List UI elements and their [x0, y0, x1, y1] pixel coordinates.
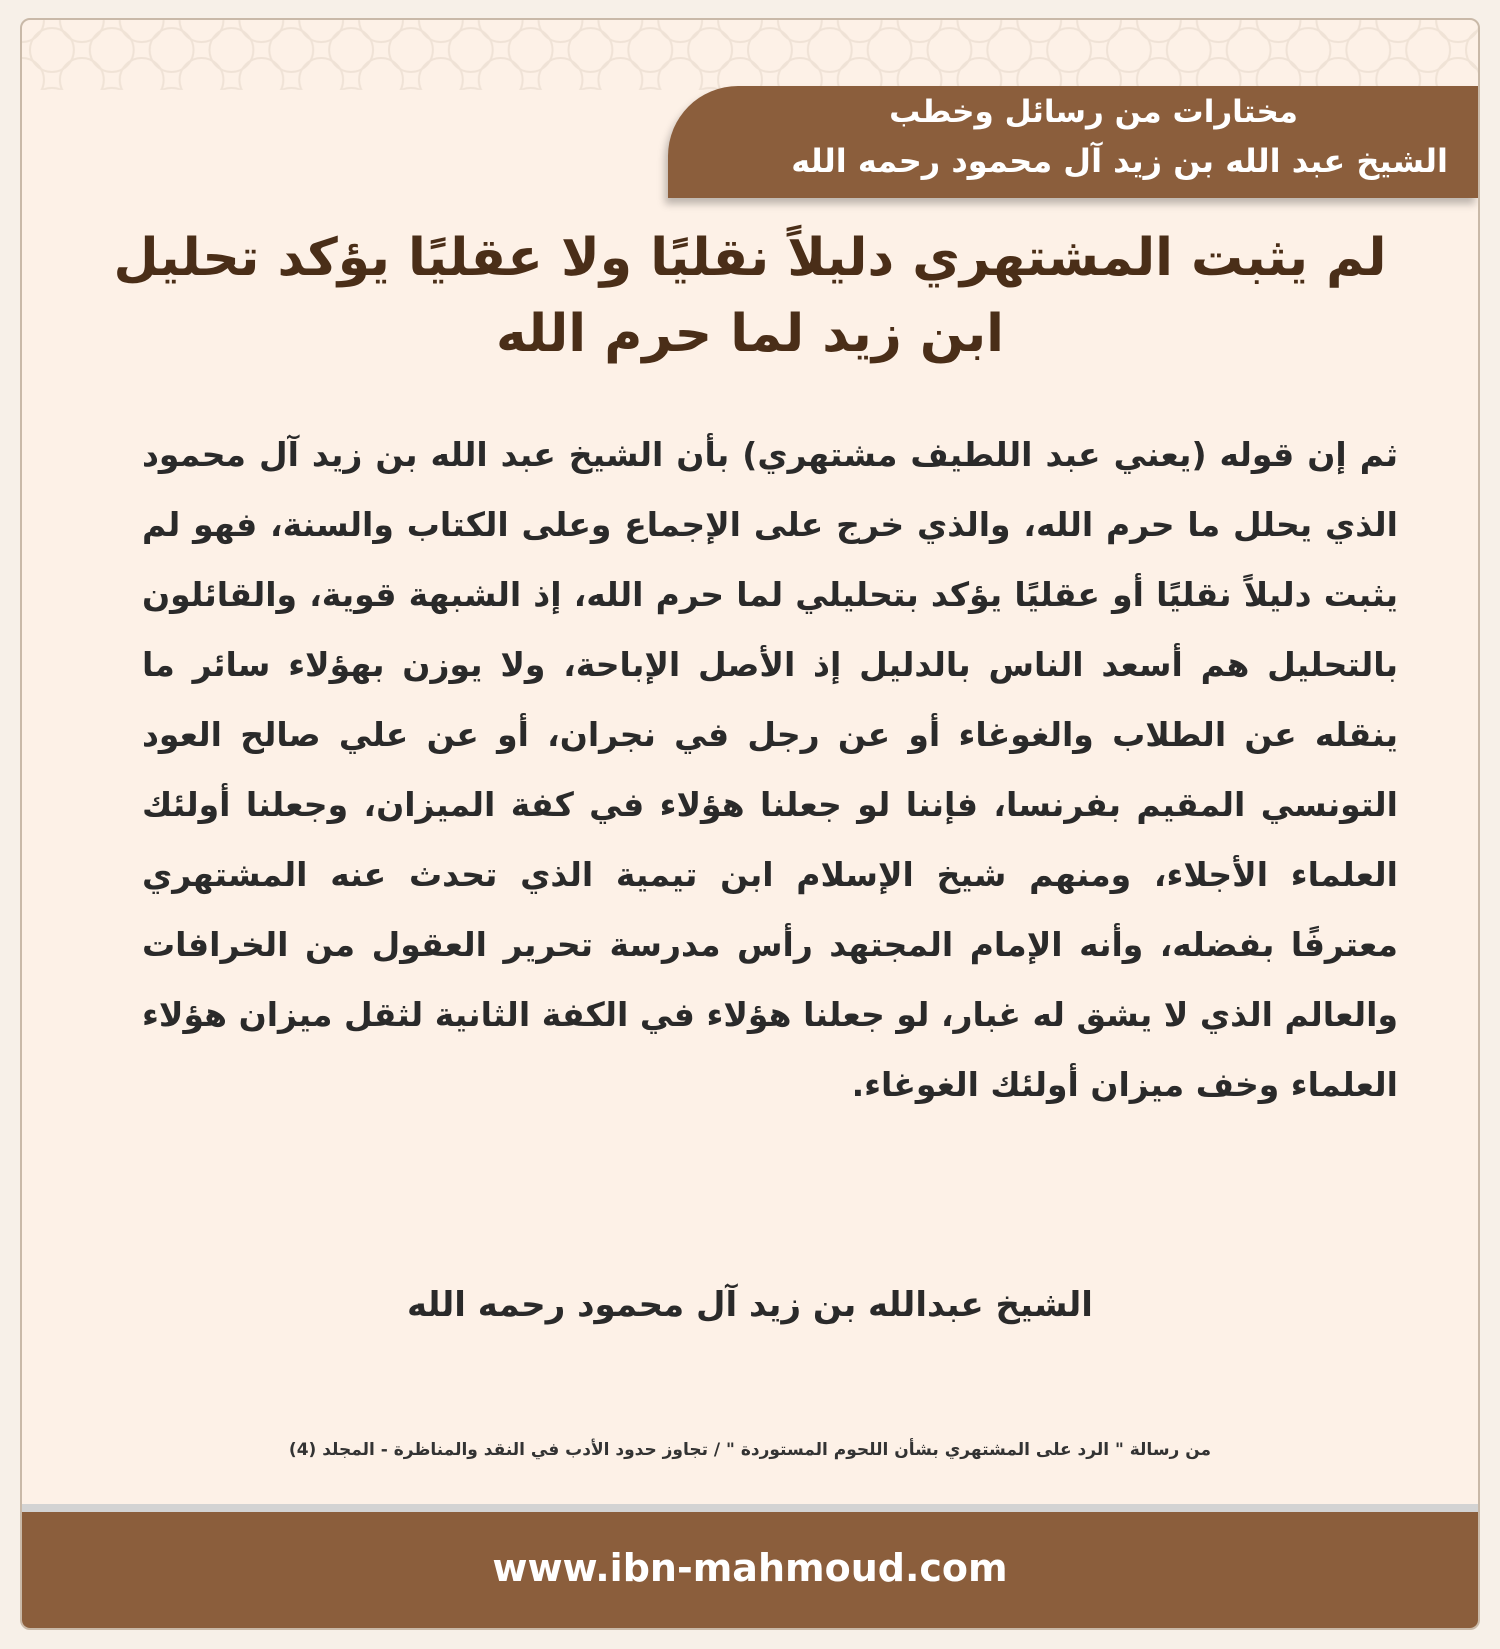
footer-shadow: [22, 1504, 1478, 1512]
page-title: لم يثبت المشتهري دليلاً نقليًا ولا عقليًا يؤكد تحليل ابن زيد لما حرم الله: [113, 228, 1387, 364]
decorative-pattern: [22, 20, 1478, 90]
source-citation: من رسالة " الرد على المشتهري بشأن اللحوم المستوردة " / تجاوز حدود الأدب في النقد والمناظرة - المجلد (4): [288, 1440, 1212, 1460]
signature: الشيخ عبدالله بن زيد آل محمود رحمه الله: [407, 1285, 1093, 1325]
card-frame: [20, 18, 1480, 1630]
footer-band: [22, 1512, 1478, 1628]
header-band: [668, 86, 1478, 198]
author-title: الشيخ عبد الله بن زيد آل محمود رحمه الله: [791, 142, 1448, 180]
body-paragraph: ثم إن قوله (يعني عبد اللطيف مشتهري) بأن الشيخ عبد الله بن زيد آل محمود الذي يحلل ما حرم الله، والذي خرج على الإجماع وعلى الكتاب والسنة، فهو لم يثبت دليلاً نقليًا أو عقليًا يؤكد بتحليلي لما حرم الله، إذ الشبهة قوية، والقائلون بالتحليل هم أسعد الناس بالدليل إذ الأصل الإباحة، ولا يوزن بهؤلاء سائر ما ينقله عن الطلاب والغوغاء أو عن رجل في نجران، أو عن علي صالح العود التونسي المقيم بفرنسا، فإننا لو جعلنا هؤلاء في كفة الميزان، وجعلنا أولئك العلماء الأجلاء، ومنهم شيخ الإسلام ابن تيمية الذي تحدث عنه المشتهري معترفًا بفضله، وأنه الإمام المجتهد رأس مدرسة تحرير العقول من الخرافات والعالم الذي لا يشق له غبار، لو جعلنا هؤلاء في الكفة الثانية لثقل ميزان هؤلاء العلماء وخف ميزان أولئك الغوغاء.: [142, 435, 1398, 1104]
series-title: مختارات من رسائل وخطب: [889, 94, 1298, 130]
website-link[interactable]: www.ibn-mahmoud.com: [492, 1546, 1008, 1590]
